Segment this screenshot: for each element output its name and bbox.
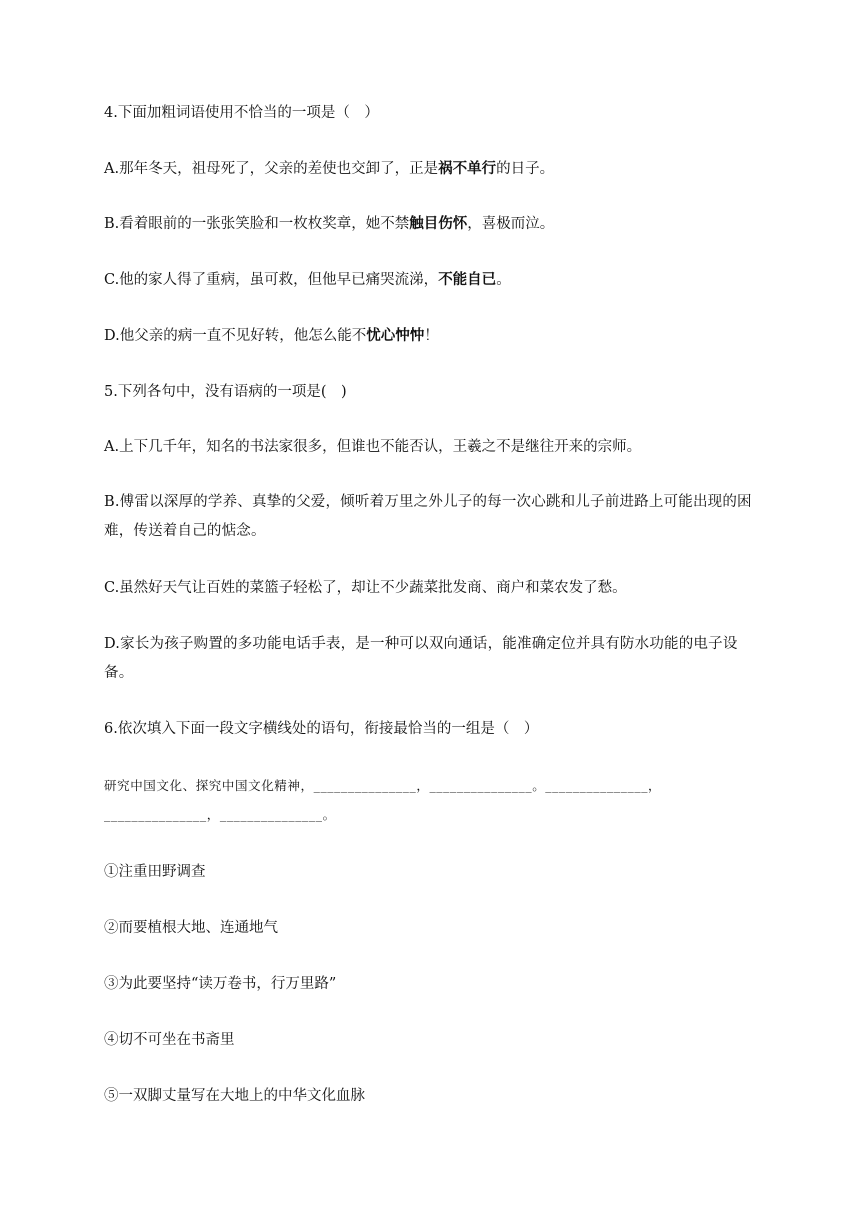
question-5-option-c: C.虽然好天气让百姓的菜篮子轻松了，却让不少蔬菜批发商、商户和菜农发了愁。 <box>104 580 627 596</box>
option-a-text: A.那年冬天，祖母死了，父亲的差使也交卸了，正是 <box>104 161 439 177</box>
question-6-passage-line-1: 研究中国文化、探究中国文化精神，_______________，_______________。_______________， <box>104 778 662 793</box>
question-4-option-d <box>104 326 764 346</box>
question-6-passage-line-2: _______________，_______________。 <box>104 807 336 822</box>
question-6-sentence-5: ⑤一双脚丈量写在大地上的中华文化血脉 <box>104 1088 365 1104</box>
option-d-text: D.他父亲的病一直不见好转，他怎么能不 <box>104 328 367 344</box>
option-d-bold-term: 忧心忡忡 <box>366 328 425 344</box>
option-d-text-end: ！ <box>424 328 439 344</box>
option-c-text-end: 。 <box>496 272 511 288</box>
question-6-stem: 6.依次填入下面一段文字横线处的语句，衔接最恰当的一组是（ ） <box>104 721 539 737</box>
question-5-option-d: D.家长为孩子购置的多功能电话手表，是一种可以双向通话，能准确定位并具有防水功能的电子设备。 <box>104 636 738 681</box>
question-4-stem: 4.下面加粗词语使用不恰当的一项是（ ） <box>104 105 379 121</box>
question-6-sentence-3: ③为此要坚持“读万卷书，行万里路” <box>104 976 337 992</box>
question-6-sentence-2: ②而要植根大地、连通地气 <box>104 920 278 936</box>
question-4-option-b <box>104 214 764 234</box>
question-6-sentence-1: ①注重田野调查 <box>104 864 206 880</box>
option-b-text: B.看着眼前的一张张笑脸和一枚枚奖章，她不禁 <box>104 216 410 232</box>
option-b-text-end: ，喜极而泣。 <box>467 216 555 232</box>
question-5-option-a: A.上下几千年，知名的书法家很多，但谁也不能否认，王羲之不是继往开来的宗师。 <box>104 439 642 455</box>
question-4-option-a <box>104 159 764 179</box>
option-b-bold-term: 触目伤怀 <box>409 216 468 232</box>
option-c-text: C.他的家人得了重病，虽可救，但他早已痛哭流涕， <box>104 272 439 288</box>
question-4-option-c <box>104 270 764 290</box>
option-c-bold-term: 不能自已 <box>438 272 497 288</box>
option-a-text-end: 的日子。 <box>496 161 555 177</box>
question-5-option-b: B.傅雷以深厚的学养、真挚的父爱，倾听着万里之外儿子的每一次心跳和儿子前进路上可能出现的困难，传送着自己的惦念。 <box>104 494 752 539</box>
question-6-sentence-4: ④切不可坐在书斋里 <box>104 1032 235 1048</box>
option-a-bold-term: 祸不单行 <box>438 161 497 177</box>
question-5-stem: 5.下列各句中，没有语病的一项是( ) <box>104 384 347 400</box>
